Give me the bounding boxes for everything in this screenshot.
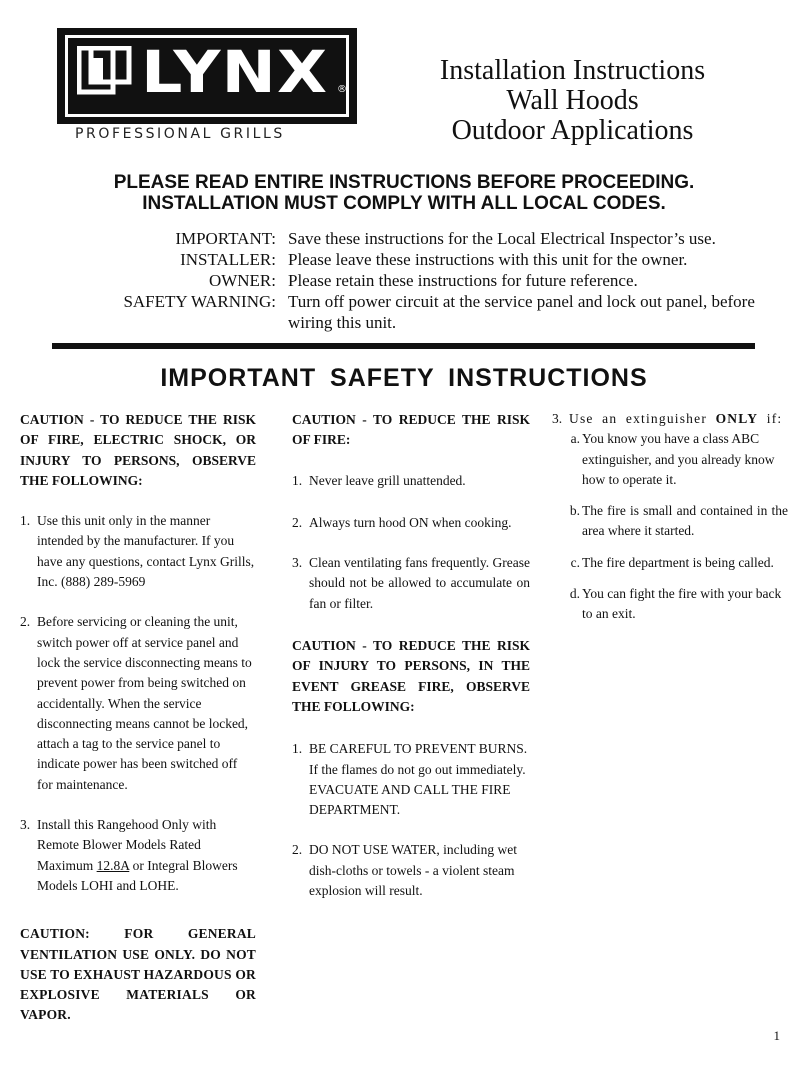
column-1 <box>20 410 256 1026</box>
item-text-part: or Integral Blowers Models LOHI and LOHE. <box>37 857 238 893</box>
list-item <box>20 511 256 592</box>
list-item <box>292 553 530 614</box>
section-divider <box>52 343 755 349</box>
column-3 <box>552 409 788 625</box>
item-letter: b. <box>569 503 580 519</box>
document-title <box>400 56 745 146</box>
item-text-part: Use an extinguisher <box>569 411 716 426</box>
item-text: BE CAREFUL TO PREVENT BURNS. If the flames do not go out immediately. EVACUATE AND CALL THE FIRE DEPARTMENT. <box>309 741 528 818</box>
logo-wordmark: LYNX <box>141 38 329 106</box>
item-text: The fire is small and contained in the area where it started. <box>582 503 788 539</box>
notice-label: IMPORTANT: <box>175 229 276 248</box>
item-text: The fire department is being called. <box>582 554 774 570</box>
item-text-emphasis: ONLY <box>715 411 759 426</box>
caution-heading: CAUTION - TO REDUCE THE RISK OF FIRE: <box>292 412 530 448</box>
logo-tagline: PROFESSIONAL GRILLS <box>75 126 285 142</box>
lynx-logo <box>57 28 357 146</box>
item-text: Always turn hood ON when cooking. <box>309 514 512 530</box>
list-item <box>292 840 530 901</box>
notice-text: Save these instructions for the Local Electrical Inspector’s use. <box>288 229 716 248</box>
item-number: 3. <box>552 411 563 426</box>
item-letter: a. <box>570 431 580 447</box>
item-text-part: if: <box>758 411 783 426</box>
title-line-2: Wall Hoods <box>506 85 639 116</box>
banner-line-1: PLEASE READ ENTIRE INSTRUCTIONS BEFORE PROCEEDING. <box>113 172 695 193</box>
sub-list-item <box>552 429 788 490</box>
item-number: 3. <box>20 817 31 833</box>
item-text: Clean ventilating fans frequently. Grease should not be allowed to accumulate on fan or filter. <box>309 555 530 611</box>
notice-row <box>40 291 760 333</box>
item-number: 2. <box>292 842 303 858</box>
list-item <box>552 409 788 429</box>
title-line-3: Outdoor Applications <box>451 115 694 146</box>
item-text: Use this unit only in the manner intended by the manufacturer. If you have any questions, contact Lynx Grills, Inc. (888) 289-5969 <box>37 513 255 590</box>
notice-row <box>40 228 760 249</box>
caution-heading: CAUTION: FOR GENERAL VENTILATION USE ONLY. DO NOT USE TO EXHAUST HAZARDOUS OR EXPLOSIVE MATERIALS OR VAPOR. <box>20 926 256 1023</box>
notice-row <box>40 249 760 270</box>
banner-line-2: INSTALLATION MUST COMPLY WITH ALL LOCAL CODES. <box>142 193 666 214</box>
list-item <box>292 739 530 820</box>
column-2 <box>292 410 530 901</box>
registered-mark: ® <box>337 84 347 95</box>
notice-text: Please leave these instructions with this unit for the owner. <box>288 250 688 269</box>
item-number: 1. <box>292 741 303 757</box>
item-text: You can fight the fire with your back to an exit. <box>582 586 782 622</box>
item-number: 1. <box>20 513 31 529</box>
item-text: DO NOT USE WATER, including wet dish-cloths or towels - a violent steam explosion will result. <box>309 842 517 899</box>
sub-list-item <box>552 584 788 625</box>
notice-label: SAFETY WARNING: <box>123 292 276 311</box>
logo-badge <box>57 28 357 124</box>
item-number: 2. <box>292 514 303 530</box>
notice-text: Turn off power circuit at the service panel and lock out panel, before wiring this unit. <box>288 292 755 332</box>
list-item <box>292 471 530 491</box>
list-item <box>292 513 530 533</box>
item-number: 2. <box>20 614 31 630</box>
section-heading: IMPORTANT SAFETY INSTRUCTIONS <box>160 364 648 392</box>
notice-label: OWNER: <box>208 271 276 290</box>
list-item <box>20 612 256 795</box>
lynx-mark-icon <box>77 46 133 96</box>
item-text-part: Install this Rangehood Only with Remote Blower Models Rated Maximum <box>37 817 217 873</box>
notice-text: Please retain these instructions for future reference. <box>288 271 638 290</box>
title-line-1: Installation Instructions <box>439 55 706 86</box>
current-rating: 12.8A <box>96 857 130 873</box>
item-text: You know you have a class ABC extinguisher, and you already know how to operate it. <box>582 431 775 487</box>
item-text: Before servicing or cleaning the unit, switch power off at service panel and lock the service disconnecting means to prevent power from being switched on accidentally. When the service disconnecting means cannot be locked, attach a tag to the service panel to indicate power has been switched off for maintenance. <box>37 614 252 792</box>
caution-heading: CAUTION - TO REDUCE THE RISK OF FIRE, ELECTRIC SHOCK, OR INJURY TO PERSONS, OBSERVE THE FOLLOWING: <box>20 412 256 488</box>
notice-row <box>40 270 760 291</box>
sub-list-item <box>552 501 788 542</box>
sub-list-item <box>552 553 788 573</box>
notice-list <box>40 228 760 333</box>
item-text <box>37 815 256 896</box>
notice-label: INSTALLER: <box>180 250 276 269</box>
item-number: 1. <box>292 472 303 488</box>
item-text <box>569 409 788 429</box>
item-number: 3. <box>292 555 303 571</box>
item-letter: c. <box>570 554 580 570</box>
item-letter: d. <box>569 586 580 602</box>
page-number: 1 <box>773 1028 780 1043</box>
list-item <box>20 815 256 896</box>
caution-heading: CAUTION - TO REDUCE THE RISK OF INJURY TO PERSONS, IN THE EVENT GREASE FIRE, OBSERVE THE FOLLOWING: <box>292 638 530 714</box>
item-text: Never leave grill unattended. <box>309 472 466 488</box>
